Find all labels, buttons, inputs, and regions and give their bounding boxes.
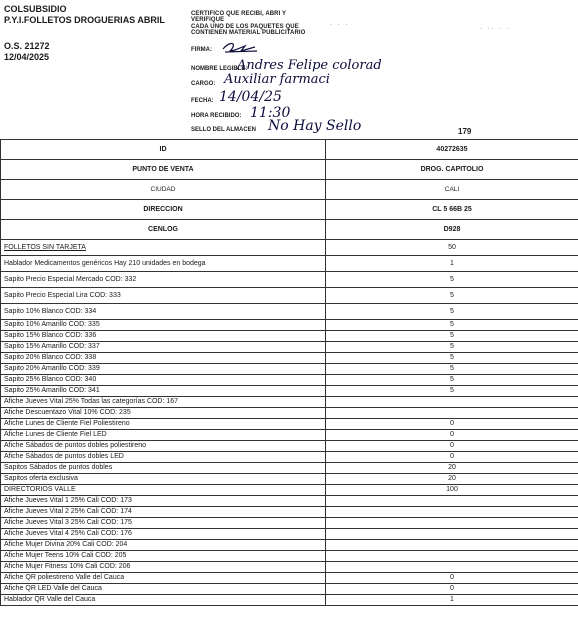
info-row (1, 200, 578, 220)
item-label: Afiche Mujer Divina 20% Cali COD: 204 (1, 540, 326, 551)
item-quantity: 5 (326, 331, 578, 342)
order-description: P.Y.I.FOLLETOS DROGUERIAS ABRIL (4, 15, 165, 26)
table-row (1, 562, 578, 573)
certification-text: CERTIFICO QUE RECIBI, ABRI Y VERIFIQUE CADA UNO DE LOS PAQUETES QUE CONTIENEN MATERIAL PUBLICITARIO (191, 11, 306, 36)
table-row (1, 518, 578, 529)
item-label: Afiche Mujer Teens 10% Cali COD: 205 (1, 551, 326, 562)
item-quantity: 20 (326, 474, 578, 485)
table-row (1, 540, 578, 551)
table-row (1, 419, 578, 430)
handwritten-stamp-note: No Hay Sello (268, 118, 362, 134)
order-date: 12/04/2025 (4, 51, 50, 62)
document-header (4, 4, 165, 63)
item-label: Afiche Jueves Vital 25% Todas las categorías COD: 167 (1, 397, 326, 408)
table-row (1, 288, 578, 304)
item-label: Sapito 15% Amarillo COD: 337 (1, 342, 326, 353)
info-value: DROG. CAPITOLIO (326, 160, 578, 180)
item-quantity (326, 540, 578, 551)
table-row (1, 485, 578, 496)
signature-label: FIRMA: (191, 47, 212, 53)
top-number: 179 (458, 127, 472, 136)
table-row (1, 463, 578, 474)
item-label: Afiche Jueves Vital 1 25% Cali COD: 173 (1, 496, 326, 507)
scan-noise: · ·· · · (480, 26, 511, 32)
item-label: Afiche Jueves Vital 4 25% Cali COD: 176 (1, 529, 326, 540)
info-value: CL 5 66B 25 (326, 200, 578, 220)
info-row (1, 160, 578, 180)
item-quantity: 50 (326, 240, 578, 256)
item-label: Sapito 20% Blanco COD: 338 (1, 353, 326, 364)
item-quantity: 100 (326, 485, 578, 496)
item-quantity (326, 562, 578, 573)
item-label: FOLLETOS SIN TARJETA (1, 240, 326, 256)
table-row (1, 551, 578, 562)
item-quantity (326, 397, 578, 408)
info-row (1, 180, 578, 200)
item-quantity: 5 (326, 386, 578, 397)
order-number: O.S. 21272 (4, 40, 50, 51)
item-label: Sapito Precio Especial Lira COD: 333 (1, 288, 326, 304)
table-row (1, 441, 578, 452)
table-row (1, 304, 578, 320)
item-quantity: 5 (326, 364, 578, 375)
handwritten-time: 11:30 (250, 105, 291, 121)
item-label: Sapito Precio Especial Mercado COD: 332 (1, 272, 326, 288)
table-row (1, 331, 578, 342)
item-label: Hablador QR Valle del Cauca (1, 595, 326, 606)
item-quantity: 5 (326, 288, 578, 304)
table-row (1, 320, 578, 331)
info-label: CENLOG (1, 220, 326, 240)
info-value: CALI (326, 180, 578, 200)
info-value: 40272635 (326, 140, 578, 160)
item-quantity (326, 507, 578, 518)
item-quantity: 0 (326, 584, 578, 595)
info-label: ID (1, 140, 326, 160)
table-row (1, 595, 578, 606)
info-label: DIRECCION (1, 200, 326, 220)
date-label: FECHA: (191, 98, 214, 104)
item-label: Afiche Mujer Fitness 10% Cali COD: 206 (1, 562, 326, 573)
info-label: PUNTO DE VENTA (1, 160, 326, 180)
item-label: Sapitos oferta exclusiva (1, 474, 326, 485)
role-label: CARGO: (191, 81, 216, 87)
item-quantity: 0 (326, 430, 578, 441)
company-name: COLSUBSIDIO (4, 4, 67, 14)
table-row (1, 272, 578, 288)
table-row (1, 397, 578, 408)
item-label: Afiche Lunes de Cliente Fiel Poliestireno (1, 419, 326, 430)
item-label: DIRECTORIOS VALLE (1, 485, 326, 496)
item-label: Sapitos Sábados de puntos dobles (1, 463, 326, 474)
item-label: Afiche Sábados de puntos dobles LED (1, 452, 326, 463)
item-quantity (326, 496, 578, 507)
table-row (1, 496, 578, 507)
info-row (1, 220, 578, 240)
table-row (1, 573, 578, 584)
table-row (1, 364, 578, 375)
item-label: Sapito 10% Amarillo COD: 335 (1, 320, 326, 331)
table-row (1, 452, 578, 463)
handwritten-name: Andres Felipe colorad (237, 58, 382, 73)
legible-name-label: NOMBRE LEGIBLE: (191, 66, 248, 72)
item-quantity: 5 (326, 353, 578, 364)
time-received-label: HORA RECIBIDO: (191, 113, 242, 119)
item-quantity (326, 408, 578, 419)
handwritten-signature (221, 40, 261, 54)
table-row (1, 375, 578, 386)
distribution-table (0, 139, 578, 606)
item-quantity (326, 551, 578, 562)
handwritten-role: Auxiliar farmaci (224, 72, 330, 87)
item-label: Afiche Lunes de Cliente Fiel LED (1, 430, 326, 441)
item-quantity: 5 (326, 375, 578, 386)
table-row (1, 353, 578, 364)
table-row (1, 386, 578, 397)
item-label: Sapito 25% Blanco COD: 340 (1, 375, 326, 386)
item-label: Afiche QR poliestireno Valle del Cauca (1, 573, 326, 584)
scan-noise: · · · (330, 22, 350, 28)
item-quantity: 0 (326, 441, 578, 452)
item-label: Sapito 25% Amarillo COD: 341 (1, 386, 326, 397)
handwritten-date: 14/04/25 (219, 89, 282, 105)
table-row (1, 430, 578, 441)
table-row (1, 529, 578, 540)
table-row (1, 408, 578, 419)
warehouse-stamp-label: SELLO DEL ALMACEN (191, 127, 257, 133)
item-label: Sapito 20% Amarillo COD: 339 (1, 364, 326, 375)
table-row (1, 507, 578, 518)
item-label: Afiche Jueves Vital 3 25% Cali COD: 175 (1, 518, 326, 529)
item-label: Sapito 10% Blanco COD: 334 (1, 304, 326, 320)
table-row (1, 240, 578, 256)
item-quantity: 0 (326, 573, 578, 584)
item-label: Sapito 15% Blanco COD: 336 (1, 331, 326, 342)
table-row (1, 342, 578, 353)
item-label: Hablador Medicamentos genéricos Hay 210 unidades en bodega (1, 256, 326, 272)
item-quantity: 5 (326, 272, 578, 288)
item-label: Afiche Jueves Vital 2 25% Cali COD: 174 (1, 507, 326, 518)
item-quantity: 20 (326, 463, 578, 474)
table-row (1, 474, 578, 485)
item-quantity: 0 (326, 419, 578, 430)
item-quantity: 5 (326, 304, 578, 320)
item-quantity: 5 (326, 320, 578, 331)
item-quantity: 1 (326, 256, 578, 272)
item-label: Afiche Descuentazo Vital 10% COD: 235 (1, 408, 326, 419)
info-label: CIUDAD (1, 180, 326, 200)
item-quantity (326, 529, 578, 540)
item-label: Afiche Sábados de puntos dobles poliestireno (1, 441, 326, 452)
table-row (1, 256, 578, 272)
item-quantity: 1 (326, 595, 578, 606)
info-row (1, 140, 578, 160)
info-value: D928 (326, 220, 578, 240)
table-row (1, 584, 578, 595)
item-quantity: 5 (326, 342, 578, 353)
item-label: Afiche QR LED Valle del Cauca (1, 584, 326, 595)
item-quantity: 0 (326, 452, 578, 463)
item-quantity (326, 518, 578, 529)
